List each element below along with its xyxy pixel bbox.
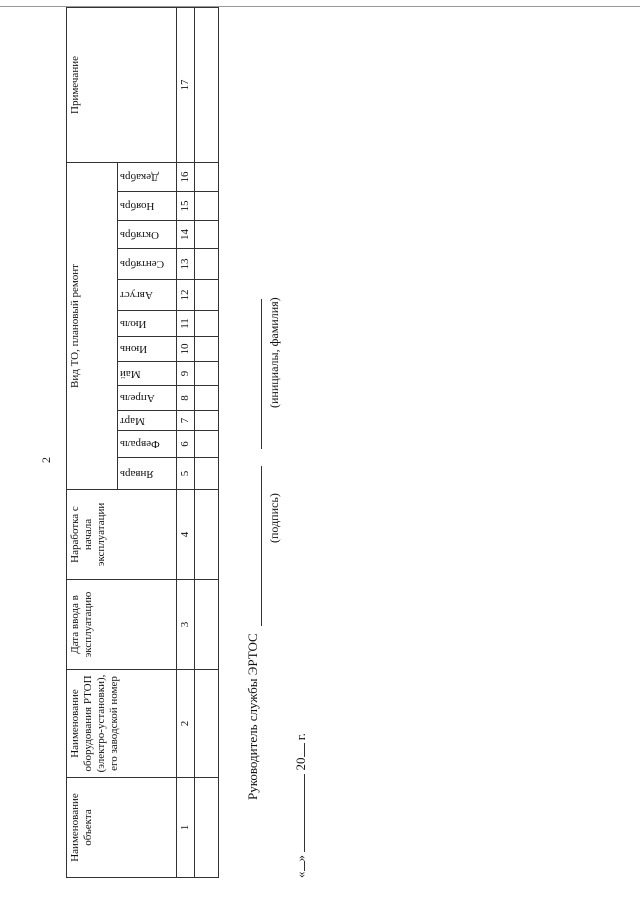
month-label: Апрель [120, 392, 155, 405]
header-notes: Примечание [67, 8, 177, 163]
table-cell[interactable] [195, 670, 219, 778]
column-number: 12 [177, 280, 195, 311]
month-label: Февраль [120, 438, 160, 451]
signature-line [244, 200, 262, 800]
table-cell[interactable] [195, 431, 219, 458]
date-line [292, 628, 310, 878]
header-object-name: Наименование объекта [67, 778, 177, 878]
month-header [118, 386, 177, 411]
table-cell[interactable] [195, 163, 219, 192]
month-header [118, 280, 177, 311]
month-label: Март [120, 415, 145, 427]
page-number [39, 453, 53, 467]
month-label: Декабрь [120, 171, 159, 184]
column-number: 5 [177, 458, 195, 490]
maintenance-schedule-table [66, 7, 219, 878]
page-number-text: 2 [39, 457, 53, 463]
column-number: 10 [177, 337, 195, 362]
header-equipment-name: Наименование оборудования РТОП (электро-установки), его заводской номер [67, 670, 177, 778]
table-cell[interactable] [195, 192, 219, 221]
month-label: Январь [120, 468, 154, 480]
month-header [118, 163, 177, 192]
month-label: Октябрь [120, 229, 159, 241]
rotated-form [66, 18, 311, 878]
month-blank[interactable] [292, 774, 305, 852]
sign-caption: (подпись) [267, 493, 281, 543]
name-caption: (инициалы, фамилия) [267, 297, 281, 408]
table-cell[interactable] [195, 490, 219, 580]
year-suffix: г. [293, 733, 308, 741]
table-cell[interactable] [195, 311, 219, 337]
signature-blank[interactable] [247, 466, 262, 626]
signature-label: Руководитель службы ЭРТОС [245, 633, 260, 800]
column-number: 7 [177, 411, 195, 431]
day-blank[interactable] [292, 862, 305, 872]
column-number: 14 [177, 221, 195, 249]
month-header [118, 362, 177, 386]
month-label: Ноябрь [120, 200, 155, 213]
month-label: Июнь [120, 343, 148, 356]
column-number: 2 [177, 670, 195, 778]
column-number: 4 [177, 490, 195, 580]
column-number: 1 [177, 778, 195, 878]
column-number: 9 [177, 362, 195, 386]
year-blank[interactable] [292, 744, 305, 758]
month-label: Июль [120, 318, 147, 330]
table-cell[interactable] [195, 580, 219, 670]
month-header [118, 458, 177, 490]
table-cell[interactable] [195, 249, 219, 280]
column-number: 16 [177, 163, 195, 192]
month-label: Сентябрь [120, 258, 165, 271]
header-commission-date: Дата ввода в эксплуатацию [67, 580, 177, 670]
date-open-quote: « [293, 871, 308, 878]
table-cell[interactable] [195, 337, 219, 362]
column-number: 3 [177, 580, 195, 670]
month-header [118, 431, 177, 458]
table-cell[interactable] [195, 280, 219, 311]
column-number: 11 [177, 311, 195, 337]
column-number: 8 [177, 386, 195, 411]
year-prefix: 20 [293, 757, 308, 771]
month-header [118, 337, 177, 362]
header-maintenance-group: Вид ТО, плановый ремонт [67, 163, 118, 490]
table-cell[interactable] [195, 386, 219, 411]
column-number: 15 [177, 192, 195, 221]
table-cell[interactable] [195, 411, 219, 431]
month-label: Август [120, 289, 153, 302]
date-close-quote: » [293, 855, 308, 862]
column-number: 17 [177, 8, 195, 163]
table-row [195, 8, 219, 878]
month-header [118, 221, 177, 249]
name-blank[interactable] [247, 299, 262, 449]
month-header [118, 411, 177, 431]
table-cell[interactable] [195, 458, 219, 490]
month-header [118, 192, 177, 221]
column-number: 13 [177, 249, 195, 280]
month-label: Май [120, 368, 141, 380]
header-row [67, 8, 118, 878]
table-cell[interactable] [195, 221, 219, 249]
month-header [118, 311, 177, 337]
header-operating-time: Наработка с начала эксплуатации [67, 490, 177, 580]
column-number: 6 [177, 431, 195, 458]
month-header [118, 249, 177, 280]
table-cell[interactable] [195, 778, 219, 878]
table-cell[interactable] [195, 8, 219, 163]
table-cell[interactable] [195, 362, 219, 386]
column-numbers-row [177, 8, 195, 878]
